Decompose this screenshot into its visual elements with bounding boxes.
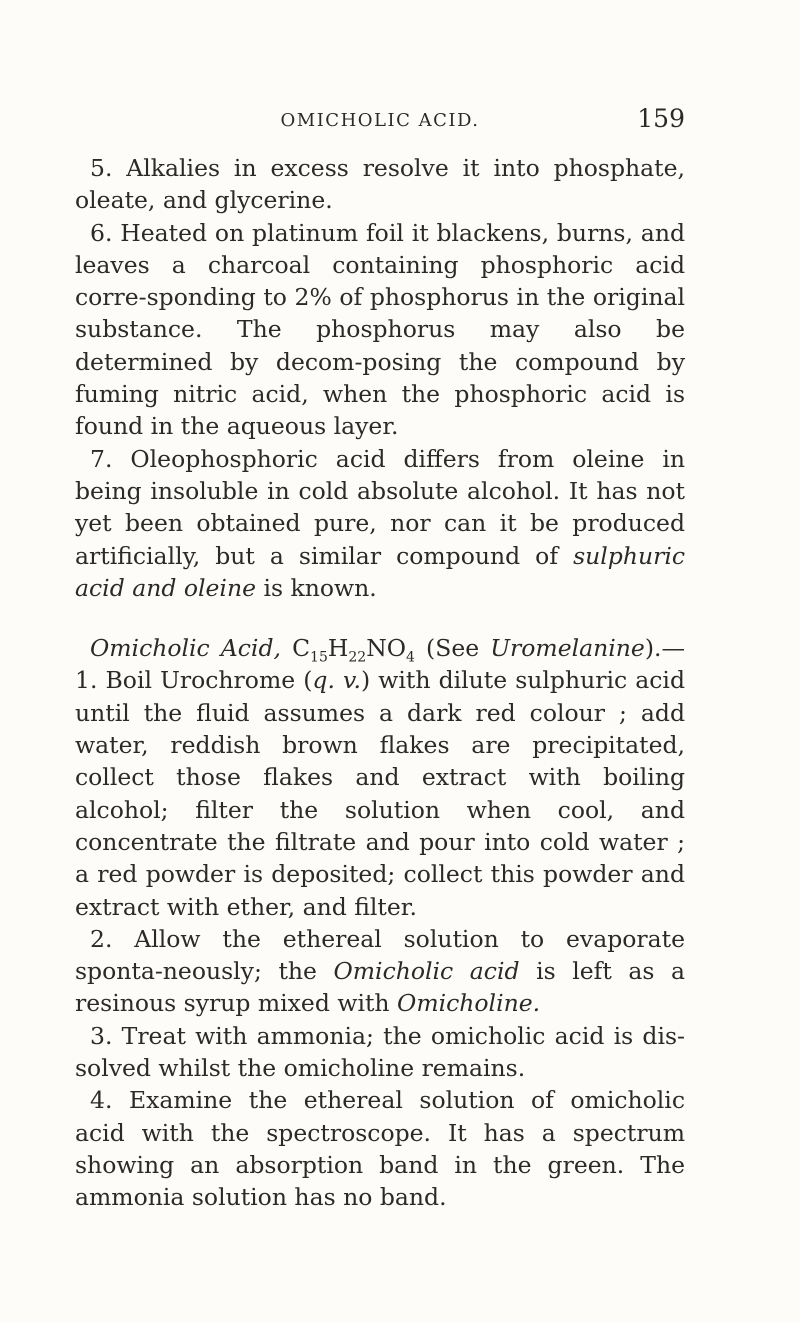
entry-title: Omicholic Acid, [90, 634, 281, 663]
step-4: 4. Examine the ethereal solution of omicholic acid with the spectroscope. It has a spectrum showing an absorption band in the green. The ammonia solution has no band. [75, 1086, 685, 1212]
step-3: 3. Treat with ammonia; the omicholic acid is dis-solved whilst the omicholine remains. [75, 1021, 685, 1083]
omicholic-acid-entry [75, 632, 685, 923]
quod-vide: q. v. [312, 666, 361, 695]
step-2-italic-omicholine: Omicholine. [397, 989, 541, 1018]
paragraph-7-text: 7. Oleophosphoric acid differs from oleine in being insoluble in cold absolute alcohol. It has not yet been obtained pure, nor can it be produced artificially, but a similar compound of [75, 444, 685, 570]
body-text [75, 152, 685, 1214]
step-2: 2. Allow the ethereal solution to evaporate sponta-neously; the Omicholic acid is left as a resinous syrup mixed with Omicholine. [75, 924, 686, 1018]
paragraph-5: 5. Alkalies in excess resolve it into phosphate, oleate, and glycerine. [75, 154, 685, 215]
chemical-formula: $C_{15}H_{22}NO_4$ [292, 634, 415, 666]
cross-reference: Uromelanine [490, 634, 645, 663]
see-text: (See [414, 634, 491, 663]
running-title: OMICHOLIC ACID. [280, 110, 480, 131]
paragraph-7-italic: sulphuric acid and oleine [75, 541, 685, 602]
step-1-intro: ).—1. Boil Urochrome ( [75, 634, 685, 695]
step-2-italic-omicholic-acid: Omicholic acid [333, 957, 520, 986]
paragraph-6: 6. Heated on platinum foil it blackens, burns, and leaves a charcoal containing phosphoric acid corre-sponding to 2% of phosphorus in the original substance. The phosphorus may also be determined by decom-posing the compound by fuming nitric acid, when the phosphoric acid is found in the aqueous layer. [75, 218, 685, 441]
page-number: 159 [637, 104, 685, 133]
paragraph-7 [75, 443, 685, 604]
page-header [75, 104, 685, 144]
paragraph-7-end: is known. [256, 573, 377, 602]
step-1-text: ) with dilute sulphuric acid until the fluid assumes a dark red colour ; add water, reddish brown flakes are precipitated, collect those flakes and extract with boiling alcohol; filter the solution when cool, and concentrate the filtrate and pour into cold water ; a red powder is deposited; collect this powder and extract with ether, and filter. [75, 666, 685, 921]
